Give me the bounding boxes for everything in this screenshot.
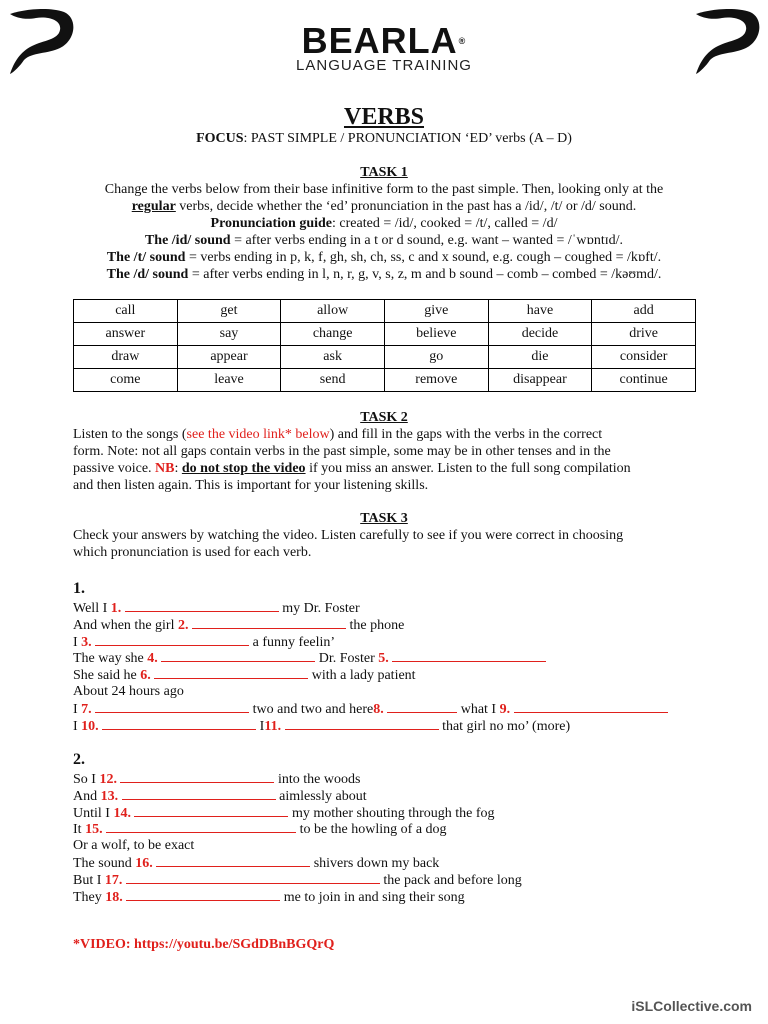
lyric-text: I xyxy=(73,634,82,650)
table-cell: allow xyxy=(281,300,385,323)
t-sound-text: = verbs ending in p, k, f, gh, sh, ch, ss, c and x sound, e.g. cough – coughed = /kɒft/. xyxy=(185,250,662,265)
guide-text: : created = /id/, cooked = /t/, called = /d/ xyxy=(332,216,558,231)
table-row xyxy=(74,300,696,323)
t-sound-label: The /t/ sound xyxy=(106,250,186,265)
gap-number: 8. xyxy=(373,701,384,717)
table-cell: draw xyxy=(74,346,178,369)
gap-blank[interactable] xyxy=(106,821,296,833)
gap-number: 4. xyxy=(147,651,158,667)
verb-table xyxy=(73,299,696,392)
lyric-text: They xyxy=(73,889,106,905)
gap-blank[interactable] xyxy=(95,634,249,646)
lyric-text: two and two and here xyxy=(249,701,374,717)
lyric-line xyxy=(73,771,713,788)
task1-section xyxy=(73,164,695,283)
lyric-text: me to join in and sing their song xyxy=(280,889,465,905)
gap-number: 11. xyxy=(264,718,282,734)
lyric-text: I xyxy=(73,718,82,734)
table-cell: believe xyxy=(384,323,488,346)
task1-intro-2-text: verbs, decide whether the ‘ed’ pronunciation in the past has a /id/, /t/ or /d/ sound. xyxy=(175,199,637,214)
table-cell: go xyxy=(384,346,488,369)
lyric-line: About 24 hours ago xyxy=(73,683,184,699)
song-2-section xyxy=(73,749,713,905)
task2-text-e: if you miss an answer. Listen to the full song compilation xyxy=(305,461,631,476)
table-cell: die xyxy=(488,346,592,369)
lyric-line xyxy=(73,650,713,667)
id-sound-label: The /id/ sound xyxy=(144,233,231,248)
gap-number: 1. xyxy=(110,601,122,616)
gap-number: 13. xyxy=(100,788,119,804)
lyric-line xyxy=(73,600,713,617)
lyric-text: my Dr. Foster xyxy=(278,601,360,616)
lyric-line xyxy=(73,788,713,805)
table-row xyxy=(74,369,696,392)
gap-blank[interactable] xyxy=(122,788,276,800)
gap-blank[interactable] xyxy=(134,805,288,817)
lyric-line xyxy=(73,855,713,872)
gap-blank[interactable] xyxy=(192,617,346,629)
lyric-text: And xyxy=(73,788,101,804)
gap-number: 9. xyxy=(499,701,511,717)
table-cell: add xyxy=(592,300,696,323)
lyric-text: I xyxy=(73,701,82,717)
gap-number: 5. xyxy=(378,651,389,667)
lyric-text: Dr. Foster xyxy=(315,651,379,667)
task2-line-4: and then listen again. This is important for your listening skills. xyxy=(73,478,429,493)
gap-number: 6. xyxy=(140,668,151,684)
gap-blank[interactable] xyxy=(126,872,380,884)
table-cell: get xyxy=(177,300,281,323)
table-cell: change xyxy=(281,323,385,346)
table-row xyxy=(74,346,696,369)
lyric-text: Until I xyxy=(73,805,114,821)
registered-mark: ® xyxy=(458,36,467,46)
table-cell: have xyxy=(488,300,592,323)
lyric-line xyxy=(73,667,713,684)
lyric-text: the pack and before long xyxy=(379,872,522,888)
gap-blank[interactable] xyxy=(161,650,315,662)
focus-line xyxy=(0,130,768,148)
table-cell: come xyxy=(74,369,178,392)
page-title: VERBS xyxy=(343,104,425,130)
lyric-text: aimlessly about xyxy=(275,788,367,804)
brand-logo xyxy=(0,22,768,74)
lyric-text: I xyxy=(256,718,265,734)
table-cell: give xyxy=(384,300,488,323)
lyric-text: with a lady patient xyxy=(308,668,416,684)
lyric-line xyxy=(73,805,713,822)
lyric-text: The way she xyxy=(73,651,148,667)
guide-label: Pronunciation guide xyxy=(210,216,333,231)
pronunciation-guide xyxy=(73,215,695,232)
table-cell: disappear xyxy=(488,369,592,392)
task2-line-3 xyxy=(73,460,695,477)
lyric-text: The sound xyxy=(73,855,136,871)
d-sound-rule xyxy=(73,266,695,283)
lyric-text: And when the girl xyxy=(73,617,178,633)
focus-text: : PAST SIMPLE / PRONUNCIATION ‘ED’ verbs (A – D) xyxy=(243,131,572,146)
table-cell: remove xyxy=(384,369,488,392)
brand-name: BEARLA® xyxy=(301,20,467,61)
task1-intro-1: Change the verbs below from their base infinitive form to the past simple. Then, looking only at the xyxy=(104,182,664,197)
id-sound-rule xyxy=(73,232,695,249)
gap-number: 12. xyxy=(99,772,117,787)
table-cell: say xyxy=(177,323,281,346)
gap-number: 14. xyxy=(113,805,131,821)
task2-line-1 xyxy=(73,426,695,443)
do-not-stop-text: do not stop the video xyxy=(181,461,306,476)
lyric-text: She said he xyxy=(73,668,141,684)
lyric-text: But I xyxy=(73,872,105,888)
regular-word: regular xyxy=(131,199,176,214)
lyric-line xyxy=(73,718,713,735)
gap-blank[interactable] xyxy=(126,889,280,901)
lyric-text: that girl no mo’ (more) xyxy=(438,718,571,734)
lyric-line xyxy=(73,701,713,718)
task1-heading: TASK 1 xyxy=(360,165,408,180)
table-cell: call xyxy=(74,300,178,323)
task2-section xyxy=(73,409,695,494)
gap-blank[interactable] xyxy=(154,667,308,679)
focus-label: FOCUS xyxy=(196,131,244,146)
gap-blank[interactable] xyxy=(120,771,274,783)
gap-number: 15. xyxy=(85,822,103,838)
gap-blank[interactable] xyxy=(514,701,668,713)
gap-blank[interactable] xyxy=(95,701,249,713)
table-cell: continue xyxy=(592,369,696,392)
task3-heading: TASK 3 xyxy=(360,511,408,526)
task2-text-d: : xyxy=(174,461,182,476)
gap-blank[interactable] xyxy=(156,855,310,867)
lyric-text: to be the howling of a dog xyxy=(296,822,447,838)
table-cell: drive xyxy=(592,323,696,346)
gap-number: 16. xyxy=(135,855,153,871)
task2-text-a: Listen to the songs ( xyxy=(73,427,187,442)
task2-heading: TASK 2 xyxy=(360,410,408,425)
lyric-text: my mother shouting through the fog xyxy=(288,805,495,821)
lyric-text: Well I xyxy=(73,601,111,616)
t-sound-rule xyxy=(73,249,695,266)
lyric-line: Or a wolf, to be exact xyxy=(73,838,195,854)
gap-number: 17. xyxy=(104,872,123,888)
task2-line-2: form. Note: not all gaps contain verbs in the past simple, some may be in other tenses and in the xyxy=(73,444,611,459)
lyric-text: into the woods xyxy=(274,772,361,787)
table-row xyxy=(74,323,696,346)
task1-intro-2 xyxy=(73,198,695,215)
lyric-text: So I xyxy=(73,772,100,787)
lyric-line xyxy=(73,634,713,651)
song-1-section xyxy=(73,578,713,734)
d-sound-text: = after verbs ending in l, n, r, g, v, s, z, m and b sound – comb – combed = /kəʊmd/. xyxy=(188,267,662,282)
song-2-number: 2. xyxy=(73,751,85,768)
lyric-text: a funny feelin’ xyxy=(249,634,336,650)
id-sound-text: = after verbs ending in a t or d sound, e.g. want – wanted = /ˈwɒntɪd/. xyxy=(230,233,624,248)
d-sound-label: The /d/ sound xyxy=(106,267,189,282)
task2-text-c: passive voice. xyxy=(73,461,156,476)
gap-number: 2. xyxy=(177,617,189,633)
brand-subtitle: LANGUAGE TRAINING xyxy=(296,57,472,74)
task3-line-1: Check your answers by watching the video. Listen carefully to see if you were correct in choosing xyxy=(73,528,624,543)
gap-blank[interactable] xyxy=(387,701,457,713)
gap-blank[interactable] xyxy=(125,600,279,612)
gap-blank[interactable] xyxy=(392,650,546,662)
islcollective-watermark: iSLCollective.com xyxy=(631,998,752,1014)
video-link-reference: see the video link* below xyxy=(186,427,330,442)
task2-text-b: ) and fill in the gaps with the verbs in the correct xyxy=(329,427,603,442)
lyric-text: what I xyxy=(457,701,500,717)
table-cell: ask xyxy=(281,346,385,369)
lyric-text: the phone xyxy=(345,617,405,633)
gap-blank[interactable] xyxy=(102,718,256,730)
table-cell: appear xyxy=(177,346,281,369)
song-1-number: 1. xyxy=(73,580,85,597)
table-cell: answer xyxy=(74,323,178,346)
lyric-text: shivers down my back xyxy=(310,855,440,871)
table-cell: send xyxy=(281,369,385,392)
gap-number: 7. xyxy=(81,701,92,717)
task3-section xyxy=(73,510,695,561)
lyric-line xyxy=(73,821,713,838)
gap-number: 10. xyxy=(81,718,99,734)
gap-blank[interactable] xyxy=(285,718,439,730)
gap-number: 3. xyxy=(81,634,92,650)
table-cell: leave xyxy=(177,369,281,392)
lyric-line xyxy=(73,872,713,889)
video-link[interactable]: *VIDEO: https://youtu.be/SGdDBnBGQrQ xyxy=(73,937,335,952)
lyric-line xyxy=(73,617,713,634)
gap-number: 18. xyxy=(105,889,123,905)
lyric-line xyxy=(73,889,713,906)
table-cell: consider xyxy=(592,346,696,369)
lyric-text: It xyxy=(73,822,86,838)
table-cell: decide xyxy=(488,323,592,346)
task3-line-2: which pronunciation is used for each verb. xyxy=(73,545,312,560)
nb-label: NB xyxy=(155,461,175,476)
